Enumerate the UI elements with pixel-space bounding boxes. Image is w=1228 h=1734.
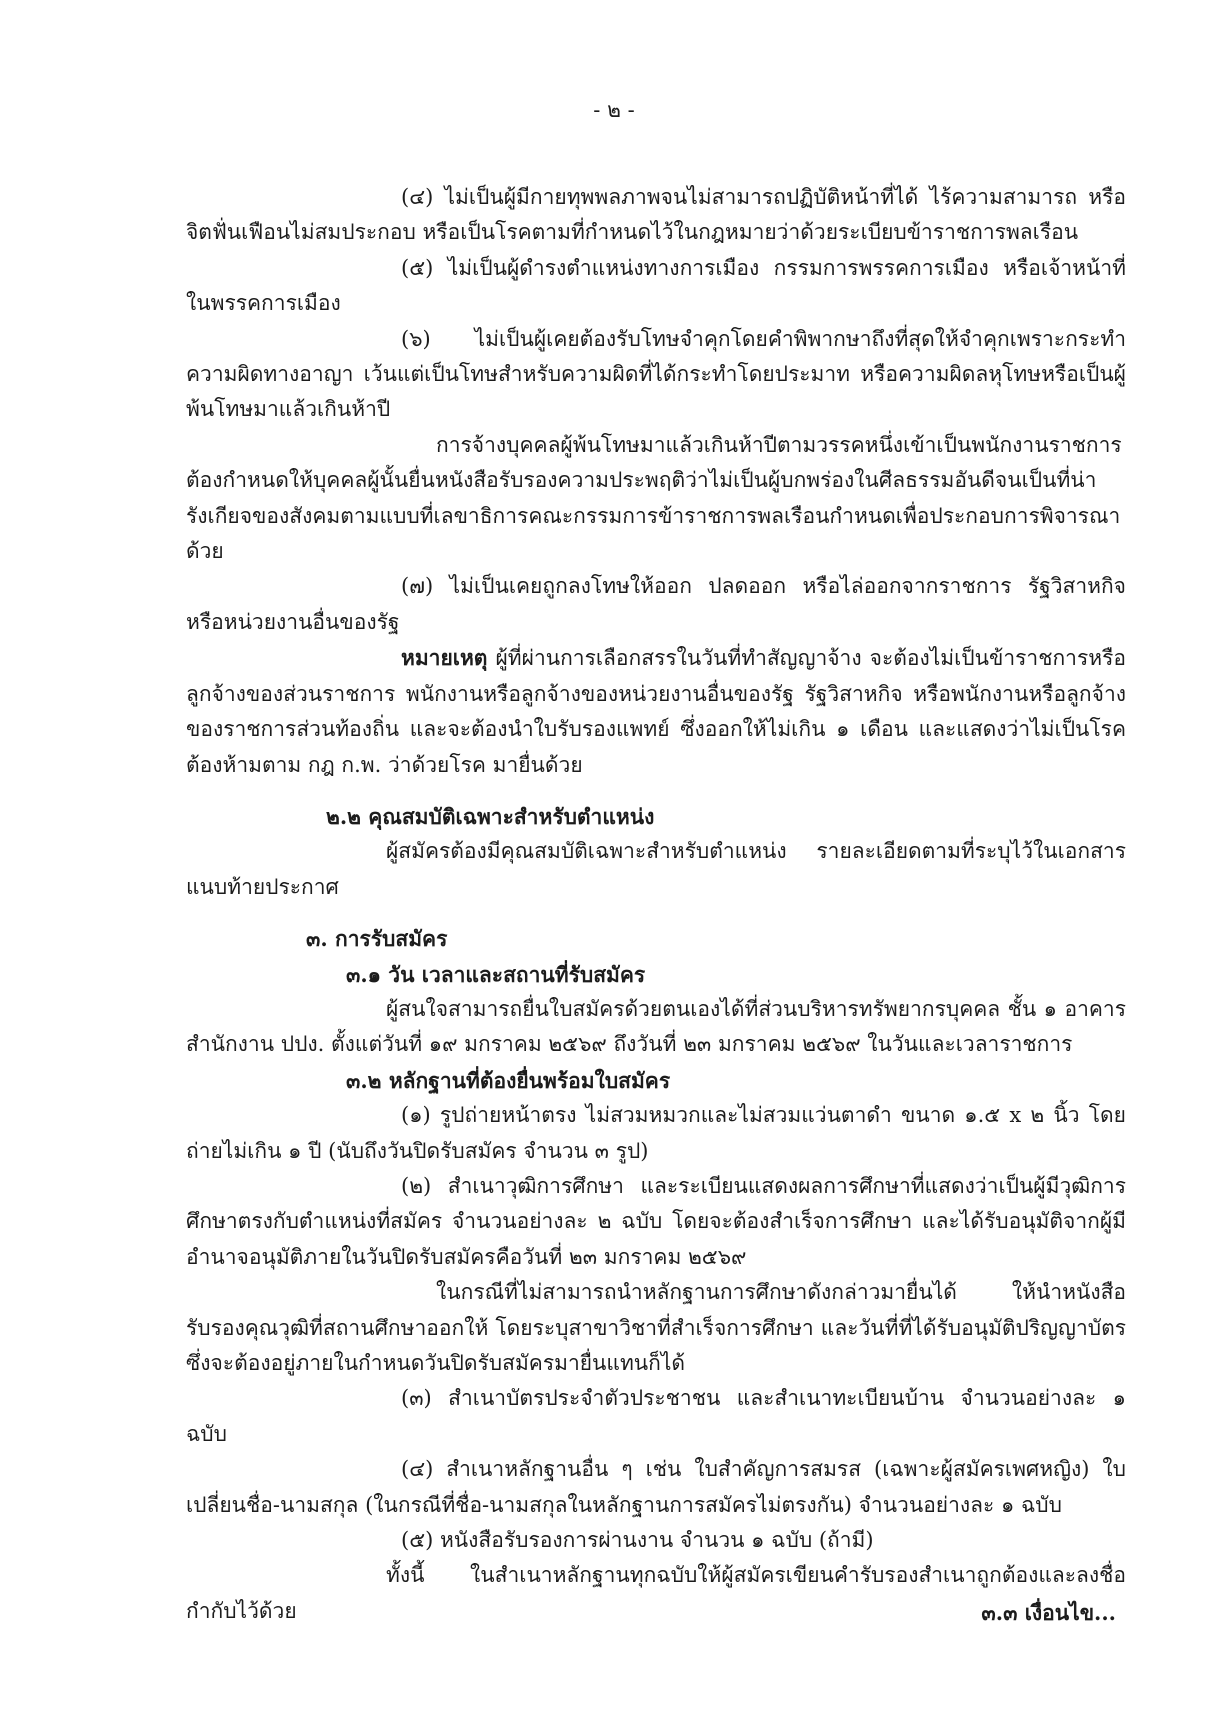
remark-text: ผู้ที่ผ่านการเลือกสรรในวันที่ทำสัญญาจ้าง จะต้องไม่เป็นข้าราชการหรือลูกจ้างของส่วนราชการ พนักงานหรือลูกจ้างของหน่วยงานอื่นของรัฐ รัฐวิสาหกิจ หรือพนักงานหรือลูกจ้างของราชการส่วนท้องถิ่น และจะต้องนำใบรับรองแพทย์ ซึ่งออกให้ไม่เกิน ๑ เดือน และแสดงว่าไม่เป็นโรคต้องห้ามตาม กฎ ก.พ. ว่าด้วยโรค มายื่นด้วย (186, 646, 1126, 777)
document-item-3: (๓) สำเนาบัตรประจำตัวประชาชน และสำเนาทะเบียนบ้าน จำนวนอย่างละ ๑ ฉบับ (186, 1386, 1126, 1446)
closing-note: ทั้งนี้ ในสำเนาหลักฐานทุกฉบับให้ผู้สมัครเขียนคำรับรองสำเนาถูกต้องและลงชื่อกำกับไว้ด้วย (186, 1563, 1126, 1623)
section-2-2-text: ผู้สมัครต้องมีคุณสมบัติเฉพาะสำหรับตำแหน่ง รายละเอียดตามที่ระบุไว้ในเอกสารแนบท้ายประกาศ (186, 839, 1126, 899)
remark-label: หมายเหตุ (401, 645, 488, 671)
document-body (186, 180, 1126, 1629)
qualification-item-6: (๖) ไม่เป็นผู้เคยต้องรับโทษจำคุกโดยคำพิพากษาถึงที่สุดให้จำคุกเพราะกระทำความผิดทางอาญา เว้นแต่เป็นโทษสำหรับความผิดที่ได้กระทำโดยประมาท หรือความผิดลหุโทษหรือเป็นผู้พ้นโทษมาแล้วเกินห้าปี (186, 326, 1126, 422)
document-item-1: (๑) รูปถ่ายหน้าตรง ไม่สวมหมวกและไม่สวมแว่นตาดำ ขนาด ๑.๕ x ๒ นิ้ว โดยถ่ายไม่เกิน ๑ ปี (นับถึงวันปิดรับสมัคร จำนวน ๓ รูป) (186, 1103, 1126, 1163)
section-3-2-heading: ๓.๒ หลักฐานที่ต้องยื่นพร้อมใบสมัคร (346, 1067, 671, 1093)
remark-paragraph (186, 640, 1126, 783)
page-number: - ๒ - (593, 98, 635, 122)
document-item-5: (๕) หนังสือรับรองการผ่านงาน จำนวน ๑ ฉบับ (ถ้ามี) (401, 1528, 874, 1553)
section-3-1-text: ผู้สนใจสามารถยื่นใบสมัครด้วยตนเองได้ที่ส่วนบริหารทรัพยากรบุคคล ชั้น ๑ อาคารสำนักงาน ปปง. ตั้งแต่วันที่ ๑๙ มกราคม ๒๕๖๙ ถึงวันที่ ๒๓ มกราคม ๒๕๖๙ ในวันและเวลาราชการ (186, 996, 1126, 1057)
section-3-1-heading: ๓.๑ วัน เวลาและสถานที่รับสมัคร (346, 961, 646, 987)
qualification-item-6-note: การจ้างบุคคลผู้พ้นโทษมาแล้วเกินห้าปีตามวรรคหนึ่งเข้าเป็นพนักงานราชการต้องกำหนดให้บุคคลผู้นั้นยื่นหนังสือรับรองความประพฤติว่าไม่เป็นผู้บกพร่องในศีลธรรมอันดีจนเป็นที่น่ารังเกียจของสังคมตามแบบที่เลขาธิการคณะกรรมการข้าราชการพลเรือนกำหนดเพื่อประกอบการพิจารณาด้วย (186, 432, 1122, 564)
section-2-2-heading: ๒.๒ คุณสมบัติเฉพาะสำหรับตำแหน่ง (326, 803, 655, 829)
continuation-footer: ๓.๓ เงื่อนไข... (981, 1600, 1116, 1625)
qualification-item-7: (๗) ไม่เป็นเคยถูกลงโทษให้ออก ปลดออก หรือไล่ออกจากราชการ รัฐวิสาหกิจ หรือหน่วยงานอื่นของรัฐ (186, 574, 1126, 634)
document-item-2-note: ในกรณีที่ไม่สามารถนำหลักฐานการศึกษาดังกล่าวมายื่นได้ ให้นำหนังสือรับรองคุณวุฒิที่สถานศึกษาออกให้ โดยระบุสาขาวิชาที่สำเร็จการศึกษา และวันที่ที่ได้รับอนุมัติปริญญาบัตรซึ่งจะต้องอยู่ภายในกำหนดวันปิดรับสมัครมายื่นแทนก็ได้ (186, 1280, 1126, 1375)
document-item-4: (๔) สำเนาหลักฐานอื่น ๆ เช่น ใบสำคัญการสมรส (เฉพาะผู้สมัครเพศหญิง) ใบเปลี่ยนชื่อ-นามสกุล (ในกรณีที่ชื่อ-นามสกุลในหลักฐานการสมัครไม่ตรงกัน) จำนวนอย่างละ ๑ ฉบับ (186, 1457, 1126, 1517)
document-item-2: (๒) สำเนาวุฒิการศึกษา และระเบียนแสดงผลการศึกษาที่แสดงว่าเป็นผู้มีวุฒิการศึกษาตรงกับตำแหน่งที่สมัคร จำนวนอย่างละ ๒ ฉบับ โดยจะต้องสำเร็จการศึกษา และได้รับอนุมัติจากผู้มีอำนาจอนุมัติภายในวันปิดรับสมัครคือวันที่ ๒๓ มกราคม ๒๕๖๙ (186, 1173, 1126, 1269)
qualification-item-4: (๔) ไม่เป็นผู้มีกายทุพพลภาพจนไม่สามารถปฏิบัติหน้าที่ได้ ไร้ความสามารถ หรือจิตฟั่นเฟือนไม่สมประกอบ หรือเป็นโรคตามที่กำหนดไว้ในกฎหมายว่าด้วยระเบียบข้าราชการพลเรือน (186, 185, 1126, 245)
section-3-heading: ๓. การรับสมัคร (306, 926, 448, 952)
qualification-item-5: (๕) ไม่เป็นผู้ดำรงตำแหน่งทางการเมือง กรรมการพรรคการเมือง หรือเจ้าหน้าที่ในพรรคการเมือง (186, 255, 1126, 316)
